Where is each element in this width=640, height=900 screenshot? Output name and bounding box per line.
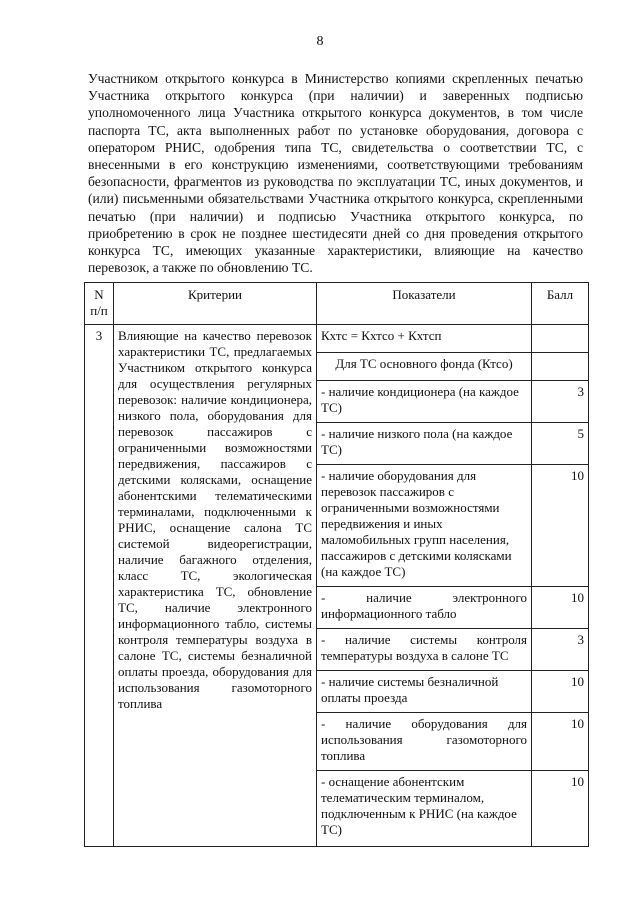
- indicator-item: - наличие системы контроля температуры воздуха в салоне ТС: [317, 629, 532, 671]
- table-row: [85, 325, 589, 353]
- indicator-score: [532, 325, 589, 353]
- indicator-item: - наличие оборудования для перевозок пассажиров с ограниченными возможностями передвижения и иных маломобильных групп населения, пассажиров с детскими колясками (на каждое ТС): [317, 465, 532, 587]
- header-criteria: Критерии: [114, 283, 317, 325]
- indicator-score: 10: [532, 713, 589, 771]
- header-number: N п/п: [85, 283, 114, 325]
- indicator-formula: Кхтс = Кхтсо + Кхтсп: [317, 325, 532, 353]
- header-score: Балл: [532, 283, 589, 325]
- intro-paragraph: Участником открытого конкурса в Министерство копиями скрепленных печатью Участника открытого конкурса (при наличии) и заверенных подписью уполномоченного лица Участника открытого конкурса документов, в том числе паспорта ТС, акта выполненных работ по установке оборудования, договора с оператором РНИС, одобрения типа ТС, свидетельства о соответствии ТС, с внесенными в его конструкцию изменениями, соответствующими требованиям безопасности, фрагментов из руководства по эксплуатации ТС, иных документов, и (или) письменными обязательствами Участника открытого конкурса, скрепленными печатью (при наличии) и подписью Участника открытого конкурса, по приобретению в срок не позднее шестидесяти дней со дня проведения открытого конкурса ТС, имеющих указанные характеристики, влияющие на качество перевозок, а также по обновлению ТС.: [88, 71, 583, 276]
- indicator-item: - наличие оборудования для использования газомоторного топлива: [317, 713, 532, 771]
- indicator-score: [532, 353, 589, 381]
- row-number: 3: [85, 325, 114, 847]
- indicator-score: 10: [532, 465, 589, 587]
- indicator-score: 10: [532, 671, 589, 713]
- page-number: 8: [316, 34, 324, 49]
- indicator-score: 5: [532, 423, 589, 465]
- indicator-score: 3: [532, 629, 589, 671]
- table-header-row: [85, 283, 589, 325]
- indicator-score: 10: [532, 771, 589, 847]
- indicator-item: - наличие электронного информационного табло: [317, 587, 532, 629]
- indicator-subheading: Для ТС основного фонда (Ктсо): [317, 353, 532, 381]
- header-indicators: Показатели: [317, 283, 532, 325]
- indicator-score: 3: [532, 381, 589, 423]
- indicator-item: - наличие кондиционера (на каждое ТС): [317, 381, 532, 423]
- indicator-item: - наличие низкого пола (на каждое ТС): [317, 423, 532, 465]
- indicator-item: - наличие системы безналичной оплаты проезда: [317, 671, 532, 713]
- criteria-table: [84, 282, 589, 847]
- criteria-description: Влияющие на качество перевозок характеристики ТС, предлагаемых Участником открытого конкурса для осуществления регулярных перевозок: наличие кондиционера, низкого пола, оборудования для перевозок пассажиров с ограниченными возможностями передвижения, пассажиров с детскими колясками, оснащение абонентскими телематическими терминалами, подключенными к РНИС, оснащение салона ТС системой видеорегистрации, наличие багажного отделения, класс ТС, экологическая характеристика ТС, обновление ТС, наличие электронного информационного табло, системы контроля температуры воздуха в салоне ТС, системы безналичной оплаты проезда, оборудования для использования газомоторного топлива: [114, 325, 317, 847]
- indicator-item: - оснащение абонентским телематическим терминалом, подключенным к РНИС (на каждое ТС): [317, 771, 532, 847]
- indicator-score: 10: [532, 587, 589, 629]
